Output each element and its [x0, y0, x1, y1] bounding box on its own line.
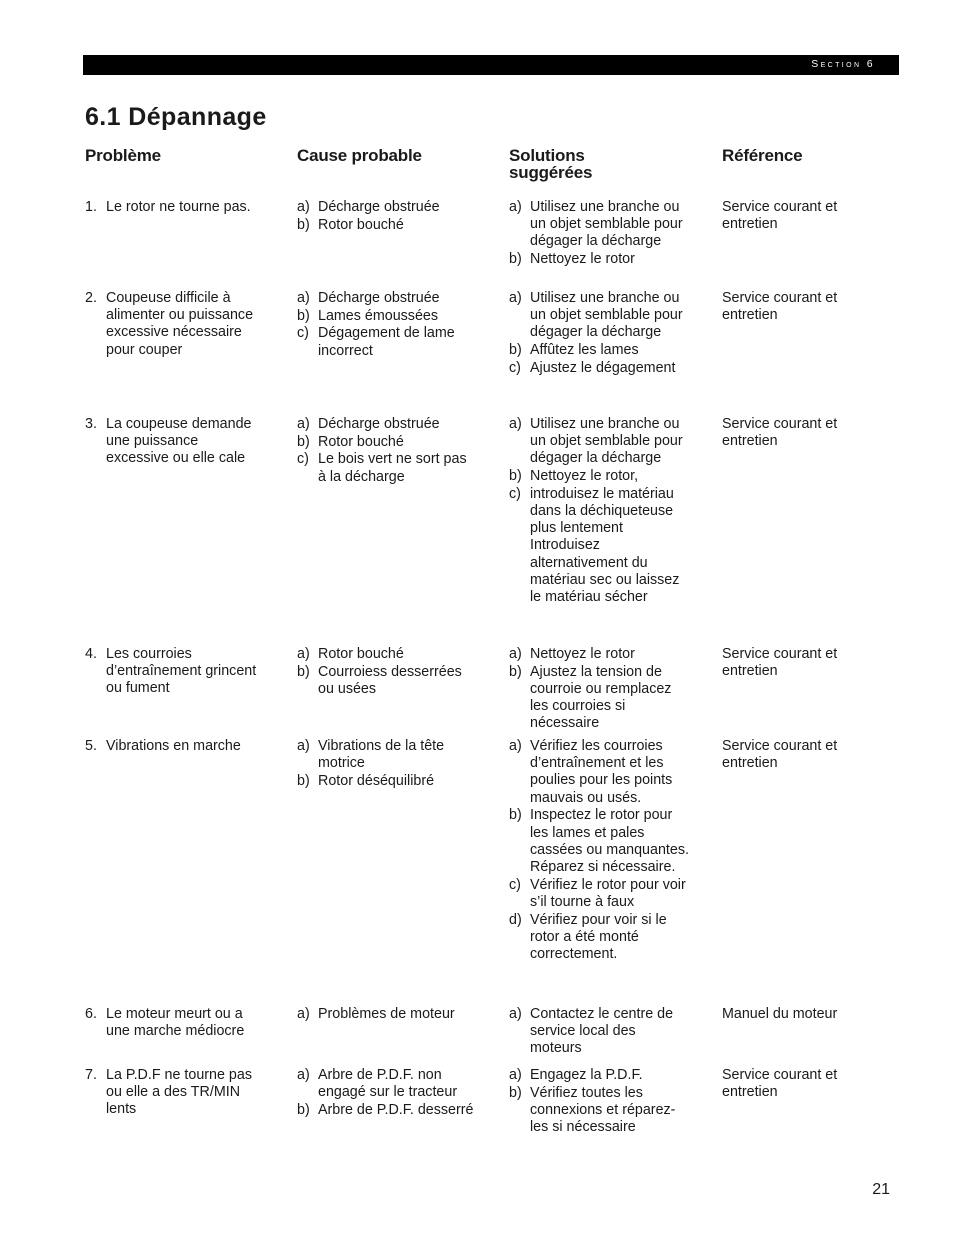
solution-text: Vérifiez pour voir si le rotor a été monté correctement.	[530, 911, 667, 962]
cause-marker: c)	[297, 451, 309, 468]
problem-item	[85, 738, 257, 755]
cause-marker: c)	[297, 325, 309, 342]
solution-text: Inspectez le rotor pour les lames et pales cassées ou manquantes. Réparez si nécessaire.	[530, 807, 689, 875]
solution-item	[509, 468, 691, 485]
cause-text: Rotor bouché	[318, 433, 404, 450]
solution-item	[509, 486, 691, 606]
problem-text: Vibrations en marche	[106, 738, 241, 754]
cause-marker: b)	[297, 772, 310, 789]
section-header-bar	[83, 55, 899, 75]
cause-cell	[297, 416, 477, 486]
problem-text: Le moteur meurt ou a une marche médiocre	[106, 1006, 245, 1040]
cause-item	[297, 416, 477, 433]
solution-item	[509, 738, 691, 807]
cause-item	[297, 217, 477, 234]
solution-text: Utilisez une branche ou un objet semblable pour dégager la décharge	[530, 199, 683, 250]
solution-marker: a)	[509, 416, 522, 432]
cause-text: Rotor bouché	[318, 646, 404, 662]
reference-cell: Service courant et entretien	[722, 738, 838, 772]
cause-text: Lames émoussées	[318, 307, 438, 324]
solution-marker: b)	[509, 807, 522, 824]
reference-cell: Service courant et entretien	[722, 646, 838, 680]
cause-text: Rotor déséquilibré	[318, 772, 435, 789]
cause-item	[297, 1102, 477, 1119]
cause-item	[297, 308, 477, 325]
problem-text: Le rotor ne tourne pas.	[106, 199, 251, 215]
cause-item	[297, 738, 477, 772]
solution-marker: d)	[509, 911, 522, 928]
solution-marker: a)	[509, 1006, 522, 1022]
problem-text: Coupeuse difficile à alimenter ou puissance excessive nécessaire pour couper	[106, 290, 254, 358]
reference-cell: Service courant et entretien	[722, 290, 838, 324]
solution-text: Ajustez la tension de courroie ou remplacez les courroies si nécessaire	[530, 663, 672, 732]
problem-item	[85, 1006, 257, 1040]
cause-marker: a)	[297, 199, 310, 215]
reference-cell: Service courant et entretien	[722, 199, 838, 233]
column-header-problem: Problème	[85, 146, 161, 165]
solution-text: Nettoyez le rotor	[530, 646, 635, 662]
cause-marker: a)	[297, 1006, 310, 1022]
solution-marker: a)	[509, 290, 522, 306]
problem-number: 3.	[85, 416, 97, 432]
solution-marker: a)	[509, 1067, 522, 1083]
problem-number: 2.	[85, 290, 97, 306]
problem-item	[85, 416, 257, 468]
reference-cell: Service courant et entretien	[722, 1067, 838, 1101]
solution-text: Nettoyez le rotor	[530, 251, 635, 268]
solution-item	[509, 342, 691, 359]
solution-text: Utilisez une branche ou un objet semblable pour dégager la décharge	[530, 416, 683, 467]
problem-cell	[85, 1006, 257, 1041]
cause-marker: b)	[297, 1101, 310, 1118]
cause-marker: a)	[297, 290, 310, 306]
cause-item	[297, 646, 477, 663]
solution-text: Ajustez le dégagement	[530, 359, 676, 376]
cause-item	[297, 325, 477, 359]
solution-marker: b)	[509, 251, 522, 268]
cause-item	[297, 1067, 477, 1101]
problem-text: La coupeuse demande une puissance excessive ou elle cale	[106, 416, 252, 467]
solution-cell	[509, 199, 691, 269]
cause-text: Décharge obstruée	[318, 199, 440, 215]
solution-item	[509, 416, 691, 468]
solution-text: introduisez le matériau dans la déchiqueteuse plus lentement Introduisez alternativement du matériau sec ou laissez le matériau sécher	[530, 485, 680, 606]
cause-item	[297, 1006, 477, 1023]
cause-text: Rotor bouché	[318, 216, 404, 233]
cause-cell	[297, 646, 477, 699]
solution-cell	[509, 1006, 691, 1058]
problem-cell	[85, 646, 257, 698]
problem-text: Les courroies d’entraînement grincent ou fument	[106, 646, 257, 697]
cause-item	[297, 773, 477, 790]
cause-marker: a)	[297, 738, 310, 754]
solution-text: Affûtez les lames	[530, 342, 639, 359]
solution-text: Engagez la P.D.F.	[530, 1067, 643, 1083]
solution-item	[509, 1067, 691, 1084]
reference-cell: Service courant et entretien	[722, 416, 838, 450]
solution-marker: c)	[509, 876, 521, 893]
cause-cell	[297, 738, 477, 791]
solution-item	[509, 199, 691, 251]
solution-cell	[509, 1067, 691, 1137]
solution-marker: c)	[509, 359, 521, 376]
cause-text: Vibrations de la tête motrice	[318, 738, 445, 772]
cause-item	[297, 290, 477, 307]
problem-item	[85, 646, 257, 698]
solution-item	[509, 1085, 691, 1137]
solution-marker: a)	[509, 646, 522, 662]
solution-item	[509, 251, 691, 268]
problem-item	[85, 290, 257, 359]
column-header-reference: Référence	[722, 146, 803, 165]
problem-cell	[85, 290, 257, 359]
problem-text: La P.D.F ne tourne pas ou elle a des TR/MIN lents	[106, 1067, 252, 1118]
solution-text: Vérifiez le rotor pour voir s’il tourne à faux	[530, 876, 686, 910]
solution-item	[509, 360, 691, 377]
cause-cell	[297, 290, 477, 360]
cause-cell	[297, 199, 477, 234]
cause-text: Arbre de P.D.F. desserré	[318, 1101, 474, 1118]
cause-marker: a)	[297, 646, 310, 662]
cause-marker: b)	[297, 216, 310, 233]
solution-item	[509, 912, 691, 964]
solution-cell	[509, 290, 691, 378]
column-header-cause: Cause probable	[297, 146, 422, 165]
problem-cell	[85, 416, 257, 468]
section-label: Section 6	[811, 58, 875, 70]
solution-text: Contactez le centre de service local des moteurs	[530, 1006, 674, 1057]
solution-marker: b)	[509, 663, 522, 680]
solution-item	[509, 807, 691, 876]
cause-item	[297, 664, 477, 698]
cause-cell	[297, 1067, 477, 1120]
problem-number: 7.	[85, 1067, 97, 1083]
solution-cell	[509, 738, 691, 964]
page-title: 6.1 Dépannage	[85, 103, 267, 131]
cause-item	[297, 199, 477, 216]
problem-number: 5.	[85, 738, 97, 754]
cause-text: Décharge obstruée	[318, 290, 440, 306]
cause-item	[297, 451, 477, 485]
problem-cell	[85, 1067, 257, 1119]
solution-marker: a)	[509, 199, 522, 215]
solution-item	[509, 290, 691, 342]
solution-item	[509, 1006, 691, 1058]
solution-item	[509, 664, 691, 733]
cause-cell	[297, 1006, 477, 1024]
solution-text: Utilisez une branche ou un objet semblable pour dégager la décharge	[530, 290, 683, 341]
solution-item	[509, 877, 691, 911]
problem-number: 1.	[85, 199, 97, 215]
cause-text: Le bois vert ne sort pas à la décharge	[318, 451, 467, 485]
reference-cell: Manuel du moteur	[722, 1006, 838, 1022]
solution-text: Vérifiez les courroies d’entraînement et les poulies pour les points mauvais ou usés.	[530, 738, 673, 806]
solution-text: Nettoyez le rotor,	[530, 468, 639, 485]
cause-text: Arbre de P.D.F. non engagé sur le tracteur	[318, 1067, 458, 1101]
solution-marker: a)	[509, 738, 522, 754]
problem-cell	[85, 738, 257, 756]
solution-marker: b)	[509, 342, 522, 359]
problem-cell	[85, 199, 257, 217]
problem-item	[85, 199, 257, 216]
solution-cell	[509, 416, 691, 607]
solution-cell	[509, 646, 691, 733]
problem-number: 6.	[85, 1006, 97, 1022]
cause-marker: a)	[297, 416, 310, 432]
cause-marker: b)	[297, 663, 310, 680]
solution-marker: c)	[509, 485, 521, 502]
solution-marker: b)	[509, 1084, 522, 1101]
cause-item	[297, 434, 477, 451]
column-header-solutions: Solutions suggérées	[509, 146, 593, 182]
problem-item	[85, 1067, 257, 1119]
problem-number: 4.	[85, 646, 97, 662]
cause-text: Courroiess desserrées ou usées	[318, 663, 462, 697]
cause-marker: b)	[297, 433, 310, 450]
cause-text: Dégagement de lame incorrect	[318, 325, 455, 359]
solution-marker: b)	[509, 468, 522, 485]
solution-item	[509, 646, 691, 663]
cause-marker: b)	[297, 307, 310, 324]
cause-text: Problèmes de moteur	[318, 1006, 455, 1022]
cause-marker: a)	[297, 1067, 310, 1083]
cause-text: Décharge obstruée	[318, 416, 440, 432]
page-number: 21	[872, 1181, 890, 1198]
solution-text: Vérifiez toutes les connexions et réparez-les si nécessaire	[530, 1084, 676, 1136]
